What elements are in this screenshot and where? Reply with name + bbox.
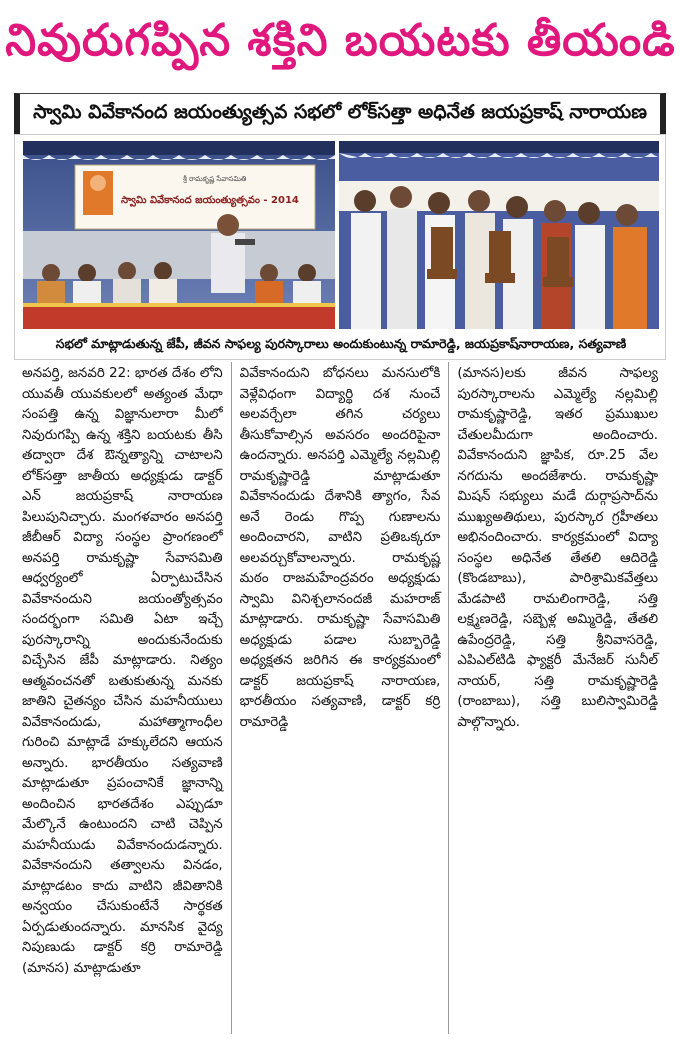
photo-caption: సభలో మాట్లాడుతున్న జేపీ, జీవన సాఫల్య పురస్కారాలు అందుకుంటున్న రామారెడ్డి, జయప్రకాష్‌నారాయణ, సత్యవాణి <box>55 335 627 351</box>
article-column-1 <box>14 362 231 1034</box>
article-column-1-text: అనపర్తి, జనవరి 22: భారత దేశం లోని యువతీ యువకులలో అత్యంత మేధా సంపత్తి ఉన్న విజ్ఞానులారా మీలో నివురుగప్పి ఉన్న శక్తిని బయటకు తీసి తద్వారా దేశ ఔన్నత్యాన్ని చాటాలని లోక్‌సత్తా జాతీయ అధ్యక్షుడు డాక్టర్ ఎన్ జయప్రకాష్ నారాయణ పిలుపునిచ్చారు. మంగళవారం అనపర్తి జీబీఆర్ విద్యా సంస్థల ప్రాంగణంలో అనపర్తి రామకృష్ణా సేవాసమితి ఆధ్వర్యంలో ఏర్పాటుచేసిన వివేకానందుని జయంత్యోత్సవం సందర్భంగా సమితి ఏటా ఇచ్చే పురస్కారాన్ని అందుకునేందుకు విచ్చేసిన జేపీ మాట్లాడారు. నిత్యం ఆత్మవంచనతో బతుకుతున్న మనకు జాతిని చైతన్యం చేసిన మహనీయులు వివేకానందుడు, మహాత్మాగాంధీల గురించి మాట్లాడే హక్కులేదని ఆయన అన్నారు. భారతీయం సత్యవాణి మాట్లాడుతూ ప్రపంచానికే జ్ఞానాన్ని అందించిన భారతదేశం ఎప్పుడూ మేల్కొనే ఉంటుందని చాటి చెప్పిన మహనీయుడు వివేకానందుడన్నారు. వివేకానందుని తత్వాలను వినడం, మాట్లాడటం కాదు వాటిని జీవితానికి అన్వయం చేసుకుంటేనే సార్థకత ఏర్పడుతుందన్నారు. మానసిక వైద్య నిపుణుడు డాక్టర్ కర్రి రామారెడ్డి (మానస) మాట్లాడుతూ <box>22 366 223 976</box>
headline: నివురుగప్పిన శక్తిని బయటకు తీయండి <box>5 15 676 66</box>
photo-award-ceremony <box>339 141 659 329</box>
article-column-2-text: వివేకానందుని బోధనలు మనసులోకి వెళ్లేవిధంగా విద్యార్థి దశ నుంచే అలవర్చేలా తగిన చర్యలు తీసుకోవాల్సిన అవసరం అందరిపైనా ఉందన్నారు. అనపర్తి ఎమ్మెల్యే నల్లమిల్లి రామకృష్ణారెడ్డి మాట్లాడుతూ వివేకానందుడు దేశానికి త్యాగం, సేవ అనే రెండు గొప్ప గుణాలను అందించారని, వాటిని ప్రతిఒక్కరూ అలవర్చుకోవాలన్నారు. రామకృష్ణ మఠం రాజమహేంద్రవరం అధ్యక్షుడు స్వామి వినిశ్చలానందజీ మహరాజ్ మాట్లాడారు. రామకృష్ణా సేవాసమితి అధ్యక్షుడు పడాల సుబ్బారెడ్డి అధ్యక్షతన జరిగిన ఈ కార్యక్రమంలో డాక్టర్ జయప్రకాష్ నారాయణ, భారతీయం సత్యవాణి, డాక్టర్ కర్రి రామారెడ్డి <box>239 366 441 730</box>
left-banner-small-text: శ్రీ రామకృష్ణ సేవాసమితి <box>183 175 247 183</box>
photo-frame <box>14 134 666 360</box>
article-column-2 <box>231 362 449 1034</box>
left-banner-title: స్వామి వివేకానంద జయంత్యుత్సవం - 2014 <box>121 195 299 206</box>
article-column-3-text: (మానస)లకు జీవన సాఫల్య పురస్కారాలను ఎమ్మెల్యే నల్లమిల్లి రామకృష్ణారెడ్డి, ఇతర ప్రముఖుల చేతులమీదుగా అందించారు. వివేకానందుని జ్ఞాపిక, రూ.25 వేల నగదును అందజేశారు. రామకృష్ణా మిషన్ సభ్యులు మడే దుర్గాప్రసాద్‌ను ముఖ్యఅతిథులు, పురస్కార గ్రహీతలు అభినందించారు. కార్యక్రమంలో విద్యా సంస్థల అధినేత తేతలి ఆదిరెడ్డి (కొండబాబు), పారిశ్రామికవేత్తలు మేడపాటి రామలింగారెడ్డి, సత్తి లక్ష్మణరెడ్డి, సబ్బెళ్ల అమ్మిరెడ్డి, తేతలి ఉపేంద్రరెడ్డి, సత్తి శ్రీనివాసరెడ్డి, ఎపిఎల్‌టిడి ఫ్యాక్టరీ మేనేజర్ సునీల్ నాయర్, సత్తి రామకృష్ణారెడ్డి (రాంబాబు), సత్తి బులిస్వామిరెడ్డి పాల్గొన్నారు. <box>457 366 659 730</box>
article-column-3 <box>448 362 666 1034</box>
article-body <box>14 362 666 1034</box>
subheadline: స్వామి వివేకానంద జయంత్యుత్సవ సభలో లోక్‌సత్తా అధినేత జయప్రకాష్ నారాయణ <box>14 93 666 135</box>
photo-speaker-on-stage <box>23 141 335 329</box>
